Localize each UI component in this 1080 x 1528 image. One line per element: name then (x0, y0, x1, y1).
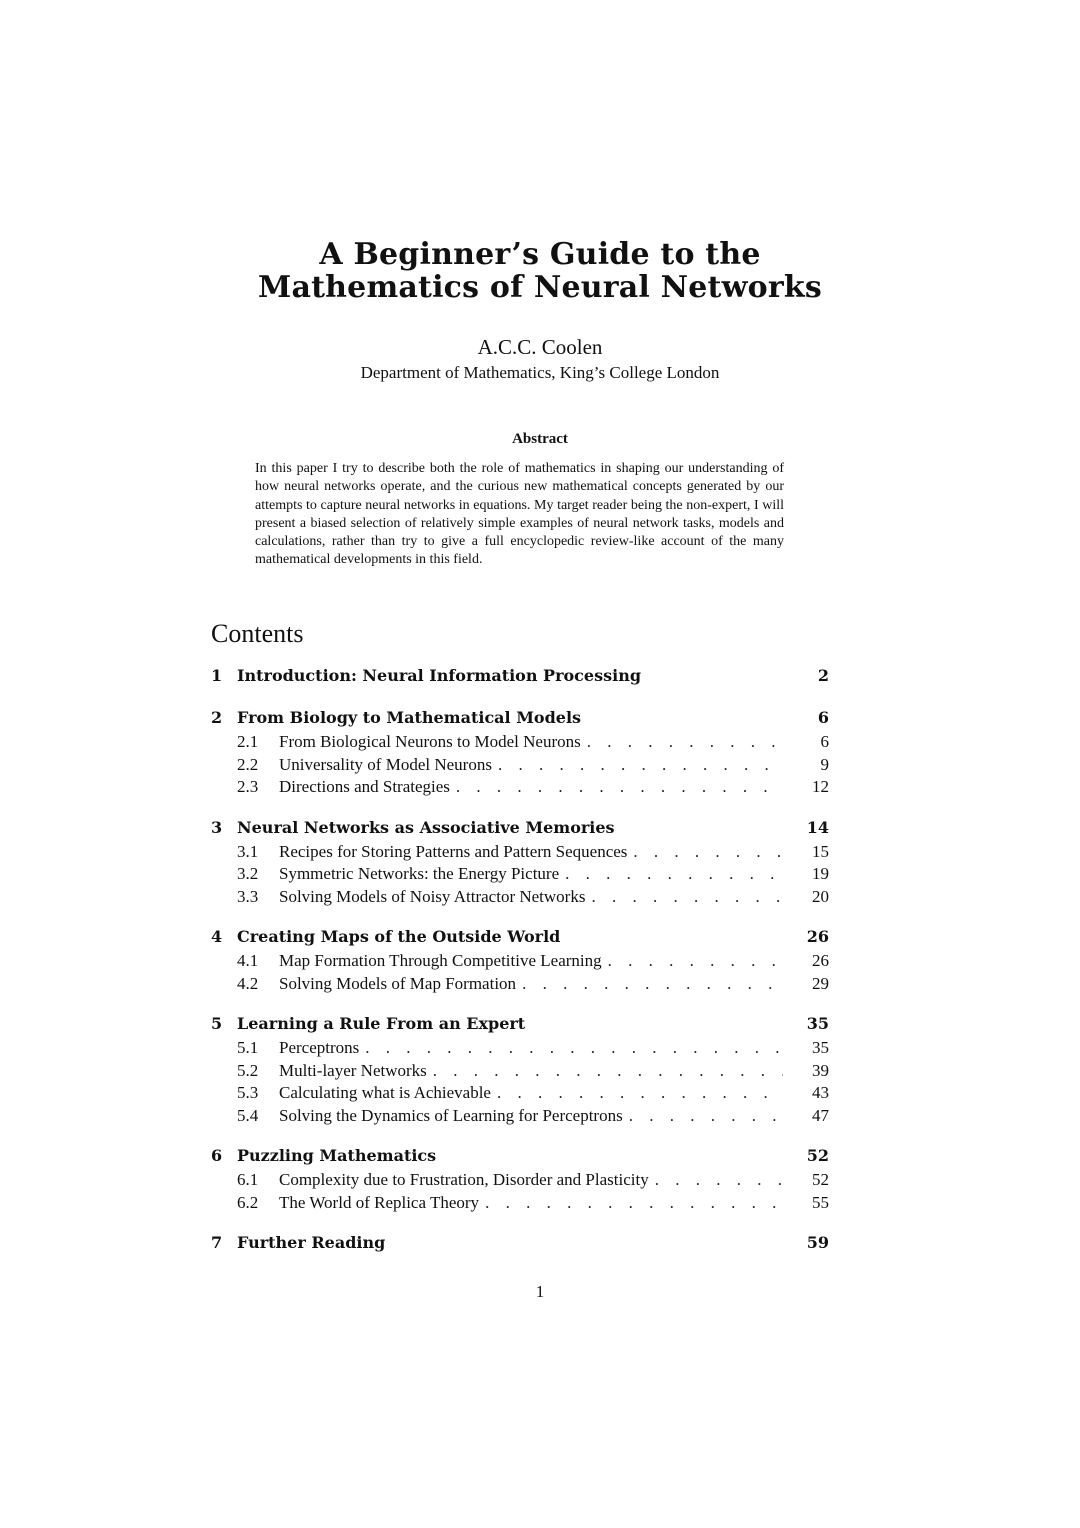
toc-section-title: Puzzling Mathematics (237, 1146, 437, 1165)
toc-section-number: 2 (211, 708, 223, 727)
toc-subentry[interactable] (211, 1038, 829, 1061)
toc-dot-leader (608, 951, 783, 971)
contents-heading: Contents (211, 619, 304, 648)
toc-subentry[interactable] (211, 732, 829, 755)
toc-section-title: Learning a Rule From an Expert (237, 1014, 526, 1033)
toc-subsection-title: The World of Replica Theory (279, 1192, 480, 1212)
toc-page-number: 6 (817, 708, 829, 727)
toc-dot-leader (456, 777, 783, 797)
toc-subentry[interactable] (211, 864, 829, 887)
toc-section (211, 927, 829, 996)
toc-subsection-title: Symmetric Networks: the Energy Picture (279, 864, 560, 883)
toc-page-number: 35 (806, 1014, 829, 1033)
title-line-1: A Beginner’s Guide to the (319, 237, 761, 272)
toc-section-number: 7 (211, 1233, 223, 1252)
toc-subsection-title: Complexity due to Frustration, Disorder and Plasticity (279, 1170, 649, 1189)
toc-section-number: 4 (211, 927, 223, 946)
toc-subsection-number: 5.3 (237, 1083, 259, 1102)
paper-title (0, 238, 1080, 304)
toc-page-number: 19 (812, 864, 829, 883)
toc-subsection-number: 5.2 (237, 1060, 259, 1080)
toc-section (211, 818, 829, 910)
toc-section (211, 708, 829, 800)
toc-section-title: Further Reading (237, 1233, 386, 1252)
author-name: A.C.C. Coolen (477, 335, 603, 359)
toc-subsection-number: 4.1 (237, 951, 259, 970)
toc-subentry[interactable] (211, 1106, 829, 1129)
toc-subsection-title: Calculating what is Achievable (279, 1083, 491, 1102)
toc-subsection-title: Map Formation Through Competitive Learning (279, 951, 602, 970)
toc-subsection-title: Directions and Strategies (279, 777, 450, 796)
toc-page-number: 52 (812, 1170, 829, 1189)
author-affiliation: Department of Mathematics, King’s College London (360, 363, 720, 382)
toc-dot-leader (497, 1083, 783, 1103)
toc-subentry[interactable] (211, 887, 829, 910)
toc-subsection-number: 3.3 (237, 886, 259, 906)
toc-subentry[interactable] (211, 951, 829, 974)
toc-dot-leader (522, 974, 783, 994)
toc-dot-leader (433, 1061, 783, 1081)
toc-subsection-number: 6.1 (237, 1170, 259, 1189)
toc-section-number: 5 (211, 1014, 223, 1033)
toc-page-number: 20 (812, 886, 829, 906)
toc-section-number: 3 (211, 817, 223, 837)
toc-subentry[interactable] (211, 1061, 829, 1084)
toc-entry[interactable] (211, 1233, 829, 1257)
toc-page-number: 55 (812, 1192, 829, 1212)
abstract-text: In this paper I try to describe both the role of mathematics in shaping our understanding of how neural networks operate, and the curious new mathematical concepts generated by our attempts to capture neural networks in equations. My target reader being the non-expert, I will present a biased selection of relatively simple examples of neural network tasks, models and calculations, rather than try to give a full encyclopedic review-like account of the many mathematical developments in this field. (255, 461, 784, 568)
toc-subsection-number: 3.2 (237, 864, 259, 883)
toc-section-title: Introduction: Neural Information Processing (237, 666, 642, 685)
toc-subsection-number: 3.1 (237, 841, 259, 861)
toc-section-number: 1 (211, 666, 223, 685)
toc-page-number: 39 (812, 1060, 829, 1080)
toc-dot-leader (629, 1106, 783, 1126)
abstract-heading: Abstract (512, 431, 568, 447)
toc-page-number: 26 (806, 927, 829, 946)
toc-page-number: 43 (812, 1083, 829, 1102)
toc-subsection-title: Recipes for Storing Patterns and Pattern Sequences (279, 841, 628, 861)
toc-subsection-title: Solving Models of Map Formation (279, 973, 517, 993)
toc-subsection-number: 2.2 (237, 754, 259, 774)
table-of-contents (211, 666, 829, 1275)
toc-subsection-title: Multi-layer Networks (279, 1060, 427, 1080)
title-line-2: Mathematics of Neural Networks (258, 270, 822, 305)
toc-entry[interactable] (211, 927, 829, 951)
toc-subsection-title: Universality of Model Neurons (279, 754, 492, 774)
toc-subentry[interactable] (211, 1170, 829, 1193)
toc-subsection-title: Solving the Dynamics of Learning for Perceptrons (279, 1105, 623, 1125)
toc-page-number: 52 (806, 1146, 829, 1165)
toc-subentry[interactable] (211, 842, 829, 865)
toc-subsection-number: 6.2 (237, 1192, 259, 1212)
toc-page-number: 29 (812, 973, 829, 993)
toc-page-number: 6 (820, 732, 829, 751)
toc-section-number: 6 (211, 1146, 223, 1165)
toc-entry[interactable] (211, 1014, 829, 1038)
toc-subentry[interactable] (211, 974, 829, 997)
toc-page-number: 35 (812, 1038, 829, 1057)
toc-page-number: 2 (817, 666, 829, 685)
toc-entry[interactable] (211, 666, 829, 690)
toc-page-number: 14 (806, 817, 829, 837)
toc-section-title: Creating Maps of the Outside World (237, 927, 561, 946)
toc-page-number: 47 (812, 1105, 829, 1125)
toc-section (211, 666, 829, 690)
toc-page-number: 59 (806, 1233, 829, 1252)
toc-subentry[interactable] (211, 755, 829, 778)
toc-subentry[interactable] (211, 1193, 829, 1216)
toc-section-title: From Biology to Mathematical Models (237, 708, 582, 727)
toc-entry[interactable] (211, 1146, 829, 1170)
toc-subentry[interactable] (211, 777, 829, 800)
toc-subsection-title: From Biological Neurons to Model Neurons (279, 732, 581, 751)
toc-section-title: Neural Networks as Associative Memories (237, 817, 615, 837)
toc-entry[interactable] (211, 818, 829, 842)
toc-dot-leader (565, 864, 783, 884)
toc-section (211, 1146, 829, 1215)
toc-page-number: 15 (812, 841, 829, 861)
page-number: 1 (535, 1282, 545, 1301)
toc-subsection-number: 5.4 (237, 1105, 259, 1125)
toc-page-number: 9 (820, 754, 829, 774)
toc-dot-leader (591, 887, 783, 907)
toc-section (211, 1233, 829, 1257)
toc-dot-leader (633, 842, 783, 862)
toc-subsection-title: Solving Models of Noisy Attractor Networks (279, 886, 586, 906)
toc-dot-leader (655, 1170, 783, 1190)
toc-subentry[interactable] (211, 1083, 829, 1106)
toc-subsection-number: 2.1 (237, 732, 259, 751)
toc-subsection-number: 4.2 (237, 973, 259, 993)
toc-section (211, 1014, 829, 1128)
toc-dot-leader (485, 1193, 783, 1213)
toc-subsection-title: Perceptrons (279, 1038, 360, 1057)
toc-subsection-number: 5.1 (237, 1038, 259, 1057)
toc-dot-leader (498, 755, 783, 775)
toc-subsection-number: 2.3 (237, 777, 259, 796)
toc-page-number: 26 (812, 951, 829, 970)
toc-entry[interactable] (211, 708, 829, 732)
toc-dot-leader (587, 732, 783, 752)
toc-dot-leader (365, 1038, 783, 1058)
toc-page-number: 12 (812, 777, 829, 796)
